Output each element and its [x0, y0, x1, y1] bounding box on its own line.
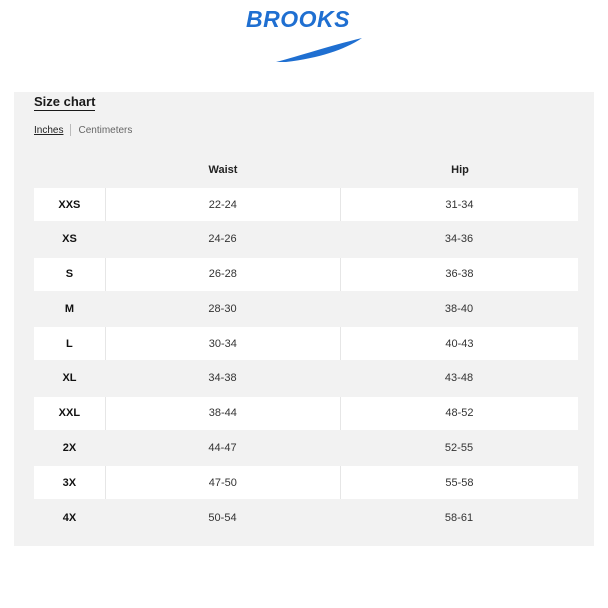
size-cell: S — [34, 258, 105, 291]
table-row — [34, 258, 578, 291]
table-row — [34, 188, 578, 221]
waist-cell: 30-34 — [105, 327, 340, 360]
size-cell: 2X — [62, 442, 77, 455]
size-cell: L — [34, 327, 105, 360]
size-cell: XXS — [34, 188, 105, 221]
table-row — [34, 397, 578, 430]
table-row — [34, 501, 578, 534]
table-row — [34, 362, 578, 395]
hip-cell: 43-48 — [444, 372, 474, 385]
table-row — [34, 292, 578, 325]
waist-cell: 50-54 — [208, 511, 237, 524]
waist-cell: 44-47 — [208, 442, 237, 455]
size-cell: XS — [62, 233, 77, 246]
hip-cell: 36-38 — [340, 258, 578, 291]
unit-toggle — [34, 124, 132, 136]
size-cell: 4X — [62, 511, 77, 524]
brand-name: BROOKS — [246, 6, 350, 32]
waist-cell: 34-38 — [208, 372, 237, 385]
size-chart-title: Size chart — [34, 94, 96, 109]
table-row — [34, 327, 578, 360]
size-table — [34, 188, 578, 536]
hip-cell: 38-40 — [444, 302, 474, 315]
hip-cell: 40-43 — [340, 327, 578, 360]
swoosh-icon — [274, 36, 364, 64]
column-header-hip: Hip — [451, 164, 469, 176]
waist-cell: 38-44 — [105, 397, 340, 430]
size-cell: 3X — [34, 466, 105, 499]
waist-cell: 24-26 — [208, 233, 237, 246]
hip-cell: 52-55 — [444, 442, 474, 455]
size-chart-panel — [14, 92, 594, 546]
size-cell: M — [64, 302, 75, 315]
hip-cell: 58-61 — [444, 511, 474, 524]
size-cell: XXL — [34, 397, 105, 430]
table-row — [34, 432, 578, 465]
waist-cell: 28-30 — [208, 302, 237, 315]
table-row — [34, 466, 578, 499]
hip-cell: 34-36 — [444, 233, 474, 246]
unit-option-centimeters[interactable]: Centimeters — [78, 124, 133, 136]
unit-divider — [70, 124, 71, 136]
hip-cell: 55-58 — [340, 466, 578, 499]
hip-cell: 31-34 — [340, 188, 578, 221]
waist-cell: 47-50 — [105, 466, 340, 499]
hip-cell: 48-52 — [340, 397, 578, 430]
waist-cell: 22-24 — [105, 188, 340, 221]
unit-option-inches[interactable]: Inches — [34, 124, 64, 136]
brooks-logo — [238, 6, 368, 64]
size-cell: XL — [62, 372, 77, 385]
column-header-waist: Waist — [208, 164, 238, 176]
table-row — [34, 223, 578, 256]
waist-cell: 26-28 — [105, 258, 340, 291]
